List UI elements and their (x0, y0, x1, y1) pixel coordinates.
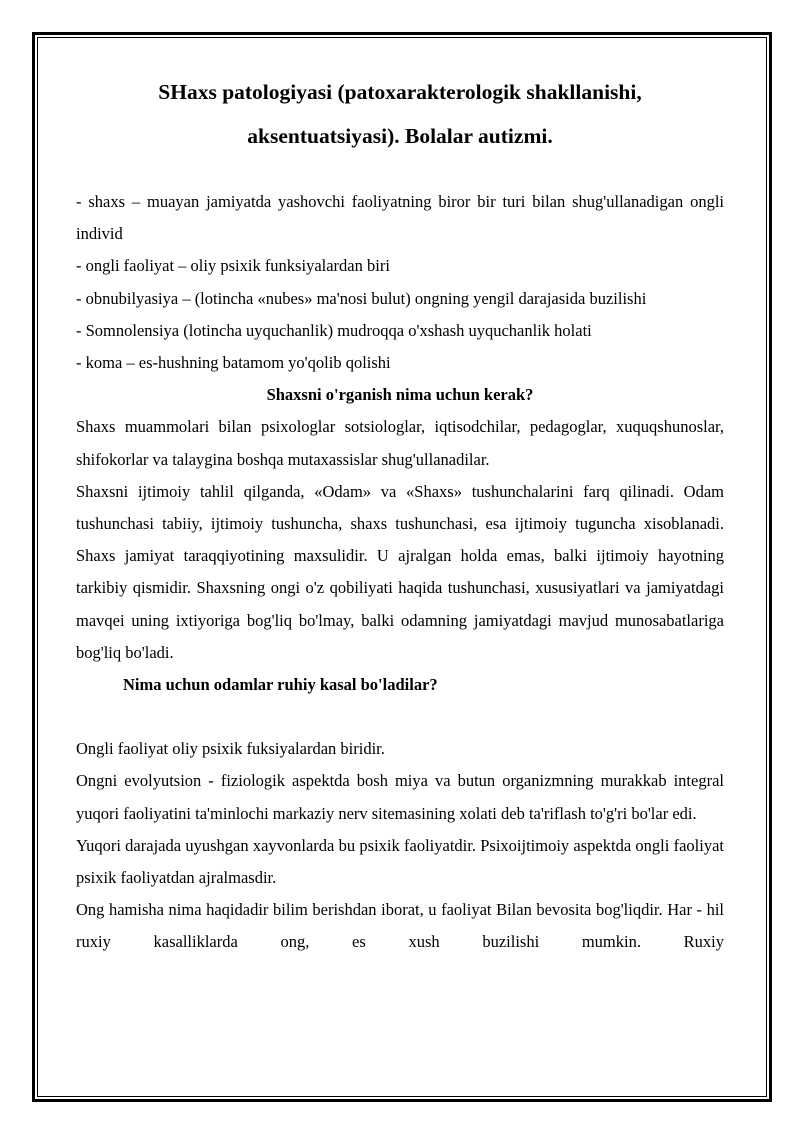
title-line-1: SHaxs patologiyasi (patoxarakterologik shakllanishi, (158, 80, 642, 104)
definition-somnolensiya: - Somnolensiya (lotincha uyquchanlik) mudroqqa o'xshash uyquchanlik holati (76, 320, 592, 340)
definition-shaxs: - shaxs – muayan jamiyatda yashovchi faoliyatning biror bir turi bilan shug'ullanadigan ongli individ (76, 192, 724, 244)
section-heading-2: Nima uchun odamlar ruhiy kasal bo'ladilar? (123, 675, 438, 695)
definition-koma: - koma – es-hushning batamom yo'qolib qolishi (76, 353, 391, 373)
document-body (76, 70, 724, 1070)
title-line-2: aksentuatsiyasi). Bolalar autizmi. (247, 124, 553, 148)
paragraph-3: Ongli faoliyat oliy psixik fuksiyalardan biridir. (76, 739, 385, 759)
section-heading-1: Shaxsni o'rganish nima uchun kerak? (266, 385, 534, 405)
paragraph-1: Shaxs muammolari bilan psixologlar sotsiologlar, iqtisodchilar, pedagoglar, xuquqshunoslar, shifokorlar va talaygina boshqa mutaxassislar shug'ullanadilar. (76, 417, 724, 469)
definition-ongli-faoliyat: - ongli faoliyat – oliy psixik funksiyalardan biri (76, 256, 390, 276)
definition-obnubilyasiya: - obnubilyasiya – (lotincha «nubes» ma'nosi bulut) ongning yengil darajasida buzilishi (76, 288, 647, 308)
paragraph-2: Shaxsni ijtimoiy tahlil qilganda, «Odam» va «Shaxs» tushunchalarini farq qilinadi. Odam tushunchasi tabiiy, ijtimoiy tushuncha, shaxs tushunchasi, esa ijtimoiy tuguncha xisoblanadi. Shaxs jamiyat taraqqiyotining maxsulidir. U ajralgan holda emas, balki ijtimoiy hayotning tarkibiy qismidir. Shaxsning ongi o'z qobiliyati haqida tushunchasi, xususiyatlari va jamiyatdagi mavqei uning ixtiyoriga bog'liq bo'lmay, balki odamning jamiyatdagi mavjud munosabatlariga bog'liq bo'ladi. (76, 481, 724, 662)
paragraph-6: Ong hamisha nima haqidadir bilim berishdan iborat, u faoliyat Bilan bevosita bog'liqdir. Har - hil ruxiy kasalliklarda ong, es xush buzilishi mumkin. Ruxiy (76, 900, 724, 952)
paragraph-5: Yuqori darajada uyushgan xayvonlarda bu psixik faoliyatdir. Psixoijtimoiy aspektda ongli faoliyat psixik faoliyatdan ajralmasdir. (76, 835, 724, 888)
document-title (76, 70, 724, 158)
paragraph-4: Ongni evolyutsion - fiziologik aspektda bosh miya va butun organizmning murakkab integral yuqori faoliyatini ta'minlochi markaziy nerv sitemasining xolati deb ta'riflash to'g'ri bo'lar edi. (76, 771, 724, 823)
